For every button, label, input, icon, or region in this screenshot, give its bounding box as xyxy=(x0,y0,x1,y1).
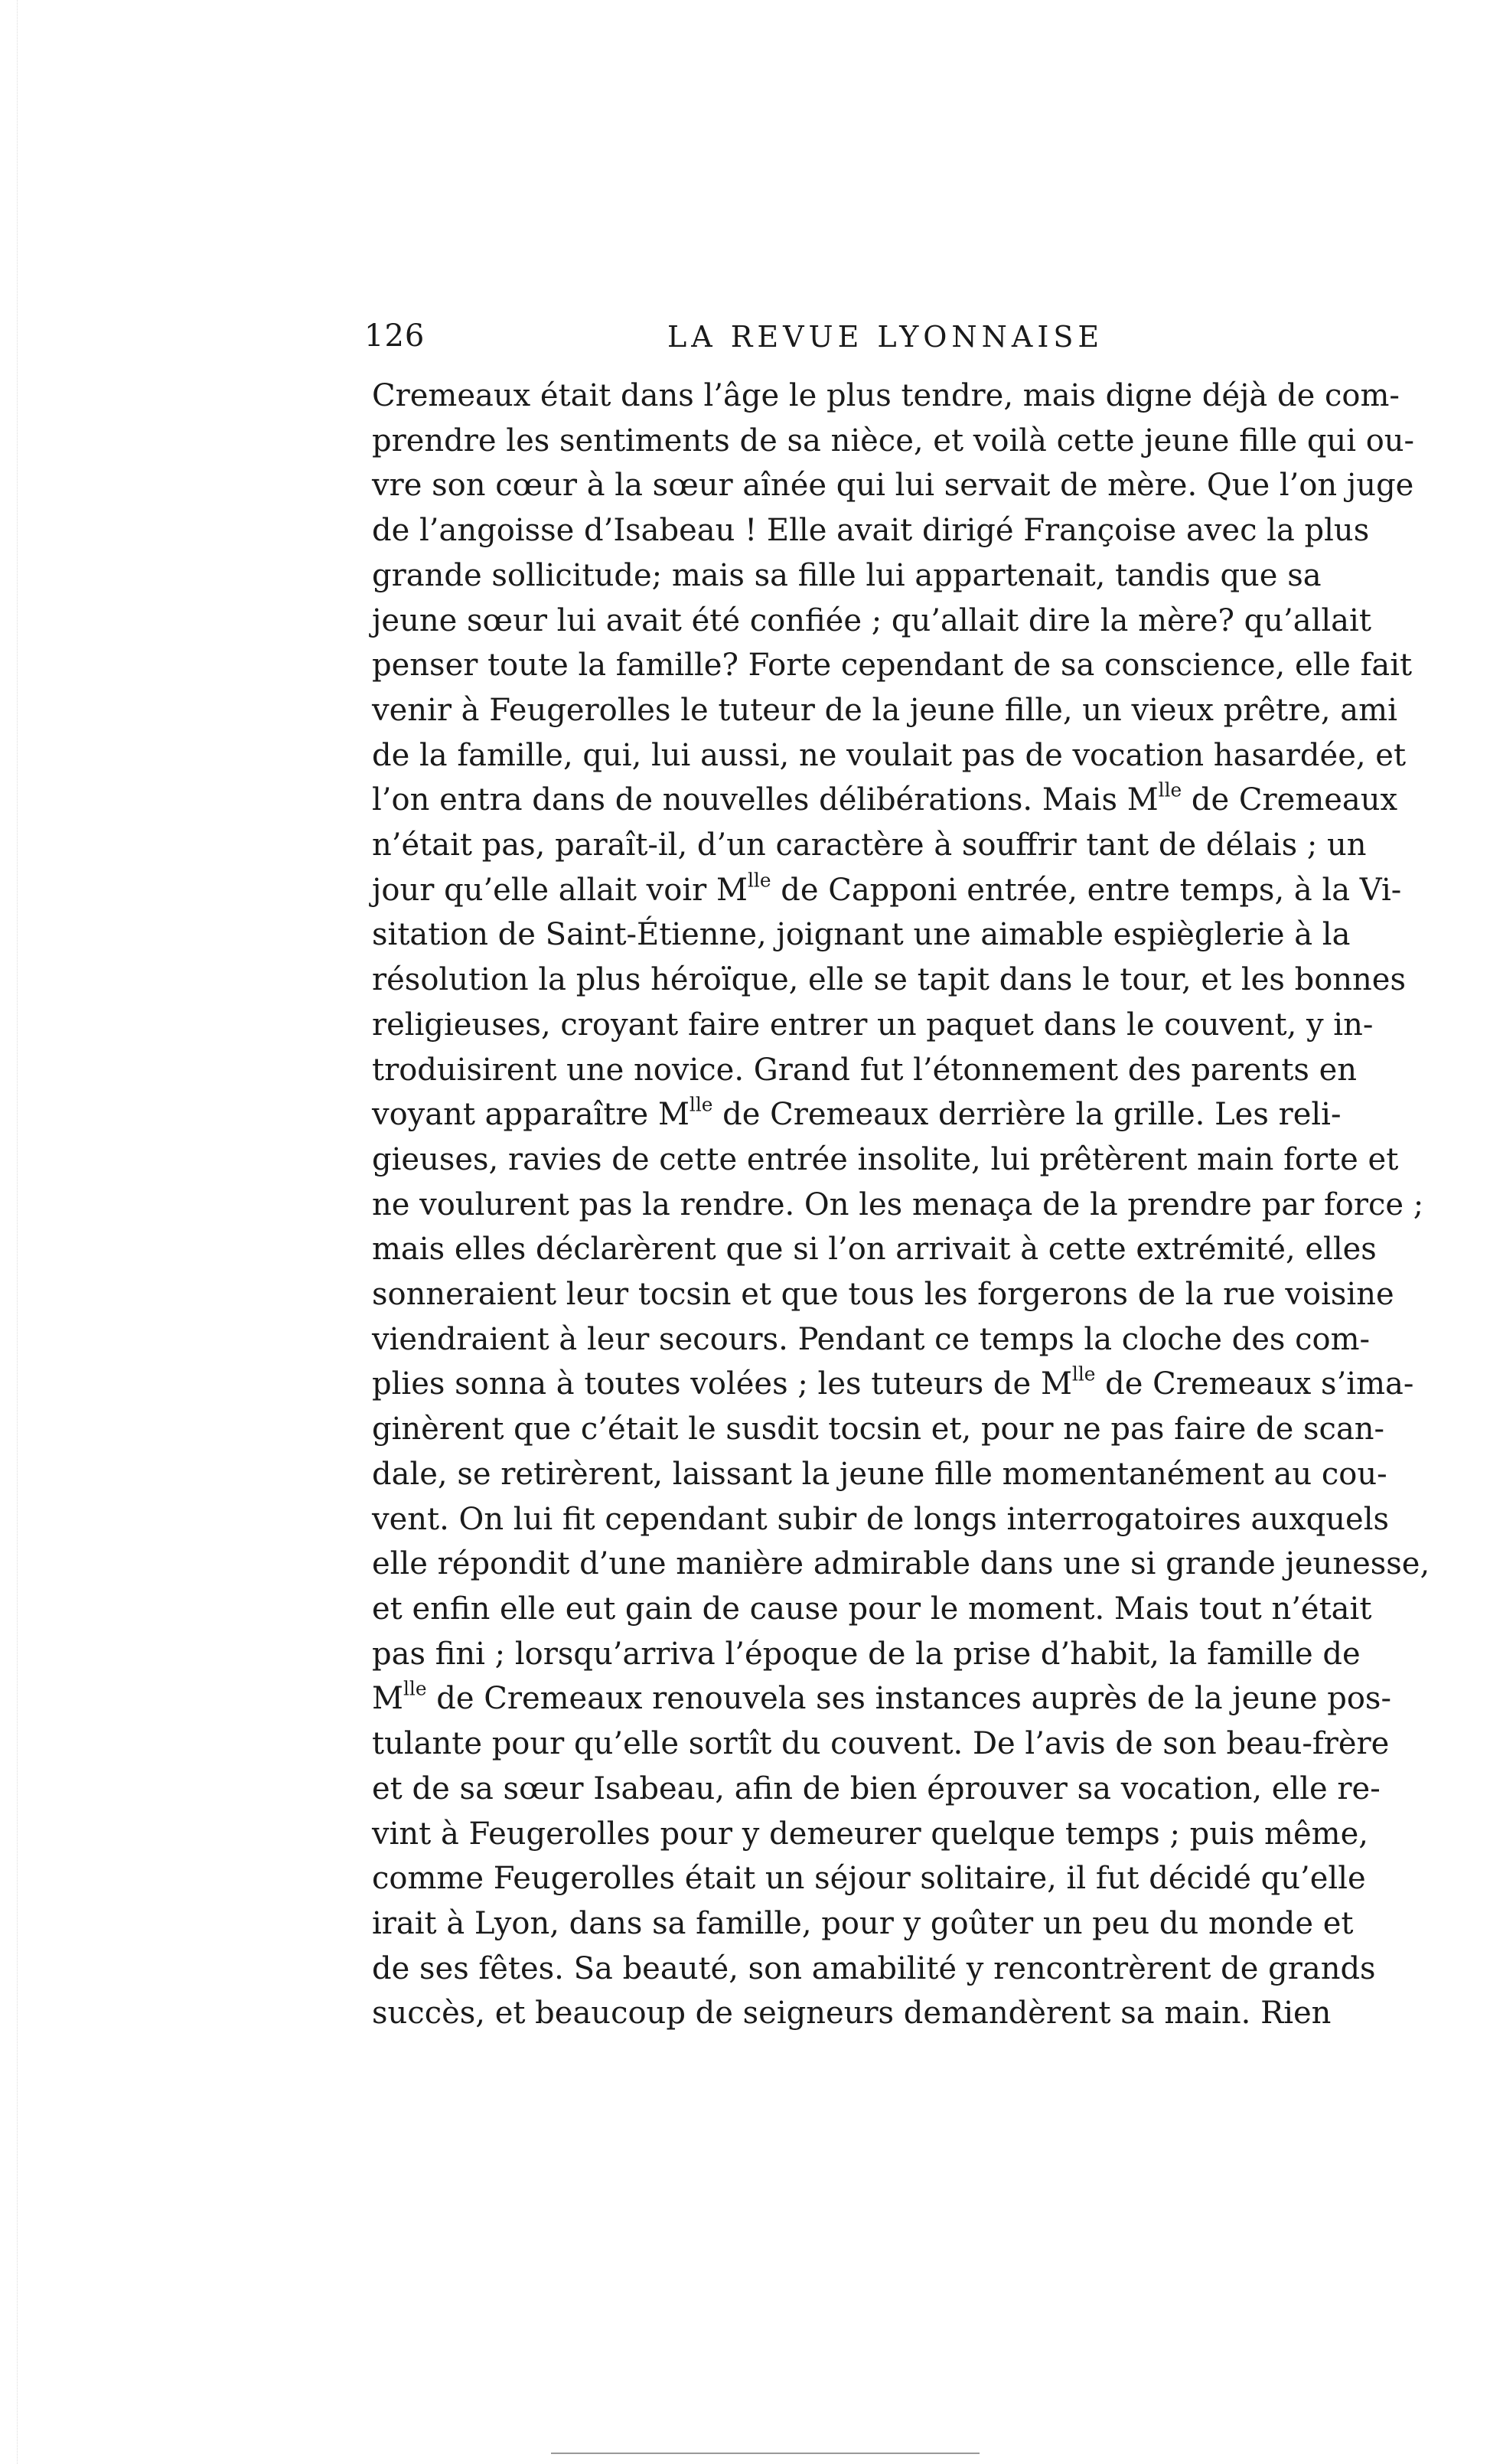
text-line: l’on entra dans de nouvelles délibérations. Mais $M^{lle}$ de Cremeaux xyxy=(372,778,1398,818)
text-line: Cremeaux était dans l’âge le plus tendre, mais digne déjà de com- xyxy=(372,378,1400,413)
superscript: lle xyxy=(689,1093,713,1116)
superscript: lle xyxy=(403,1678,427,1701)
text-line: tulante pour qu’elle sortît du couvent. De l’avis de son beau-frère xyxy=(372,1726,1390,1762)
text-line: plies sonna à toutes volées ; les tuteurs de $M^{lle}$ de Cremeaux s’ima- xyxy=(372,1363,1414,1402)
text-line: jour qu’elle allait voir $M^{lle}$ de Capponi entrée, entre temps, à la Vi- xyxy=(372,869,1402,908)
page-number: 126 xyxy=(364,318,425,354)
text-line: pas fini ; lorsqu’arriva l’époque de la prise d’habit, la famille de xyxy=(372,1636,1361,1672)
text-line: prendre les sentiments de sa nièce, et voilà cette jeune fille qui ou- xyxy=(372,423,1415,459)
text-line: mais elles déclarèrent que si l’on arrivait à cette extrémité, elles xyxy=(372,1232,1377,1268)
text-line: jeune sœur lui avait été confiée ; qu’allait dire la mère? qu’allait xyxy=(372,602,1371,638)
journal-title: LA REVUE LYONNAISE xyxy=(667,320,1104,354)
text-line: penser toute la famille? Forte cependant de sa conscience, elle fait xyxy=(372,648,1413,684)
text-line: sonneraient leur tocsin et que tous les forgerons de la rue voisine xyxy=(372,1277,1394,1313)
text-line: grande sollicitude; mais sa fille lui appartenait, tandis que sa xyxy=(372,557,1322,593)
text-line: résolution la plus héroïque, elle se tapit dans le tour, et les bonnes xyxy=(372,962,1406,998)
text-line: gieuses, ravies de cette entrée insolite, lui prêtèrent main forte et xyxy=(372,1141,1399,1177)
text-line: irait à Lyon, dans sa famille, pour y goûter un peu du monde et xyxy=(372,1905,1354,1941)
superscript: lle xyxy=(747,869,771,892)
text-line: et enfin elle eut gain de cause pour le moment. Mais tout n’était xyxy=(372,1591,1372,1627)
text-line: succès, et beaucoup de seigneurs demandèrent sa main. Rien xyxy=(372,1996,1332,2032)
running-head xyxy=(364,318,1316,364)
text-line: vre son cœur à la sœur aînée qui lui servait de mère. Que l’on juge xyxy=(372,468,1414,504)
text-line: venir à Feugerolles le tuteur de la jeune fille, un vieux prêtre, ami xyxy=(372,692,1397,728)
text-line: ne voulurent pas la rendre. On les menaça de la prendre par force ; xyxy=(372,1186,1424,1222)
text-line: troduisirent une novice. Grand fut l’étonnement des parents en xyxy=(372,1052,1358,1088)
bottom-rule xyxy=(551,2453,980,2454)
text-line: viendraient à leur secours. Pendant ce temps la cloche des com- xyxy=(372,1321,1371,1357)
text-line: religieuses, croyant faire entrer un paquet dans le couvent, y in- xyxy=(372,1007,1374,1043)
text-line: sitation de Saint-Étienne, joignant une aimable espièglerie à la xyxy=(372,917,1351,953)
body-text xyxy=(372,374,1430,2036)
superscript: lle xyxy=(1071,1363,1096,1386)
text-line: n’était pas, paraît-il, d’un caractère à souffrir tant de délais ; un xyxy=(372,827,1367,863)
text-line: de la famille, qui, lui aussi, ne voulait pas de vocation hasardée, et xyxy=(372,737,1407,773)
page-edge xyxy=(0,0,18,2464)
text-line: et de sa sœur Isabeau, afin de bien éprouver sa vocation, elle re- xyxy=(372,1770,1381,1806)
text-line: de l’angoisse d’Isabeau ! Elle avait dirigé Françoise avec la plus xyxy=(372,513,1370,549)
text-line: ginèrent que c’était le susdit tocsin et, pour ne pas faire de scan- xyxy=(372,1411,1385,1447)
text-line: vint à Feugerolles pour y demeurer quelque temps ; puis même, xyxy=(372,1816,1368,1852)
text-line: elle répondit d’une manière admirable dans une si grande jeunesse, xyxy=(372,1546,1430,1582)
text-line: $M^{lle}$ de Cremeaux renouvela ses instances auprès de la jeune pos- xyxy=(372,1678,1391,1717)
text-line: voyant apparaître $M^{lle}$ de Cremeaux derrière la grille. Les reli- xyxy=(372,1093,1342,1133)
text-line: vent. On lui fit cependant subir de longs interrogatoires auxquels xyxy=(372,1501,1390,1537)
superscript: lle xyxy=(1158,778,1182,801)
text-line: de ses fêtes. Sa beauté, son amabilité y rencontrèrent de grands xyxy=(372,1950,1376,1986)
text-line: dale, se retirèrent, laissant la jeune fille momentanément au cou- xyxy=(372,1456,1387,1492)
text-line: comme Feugerolles était un séjour solitaire, il fut décidé qu’elle xyxy=(372,1861,1366,1897)
